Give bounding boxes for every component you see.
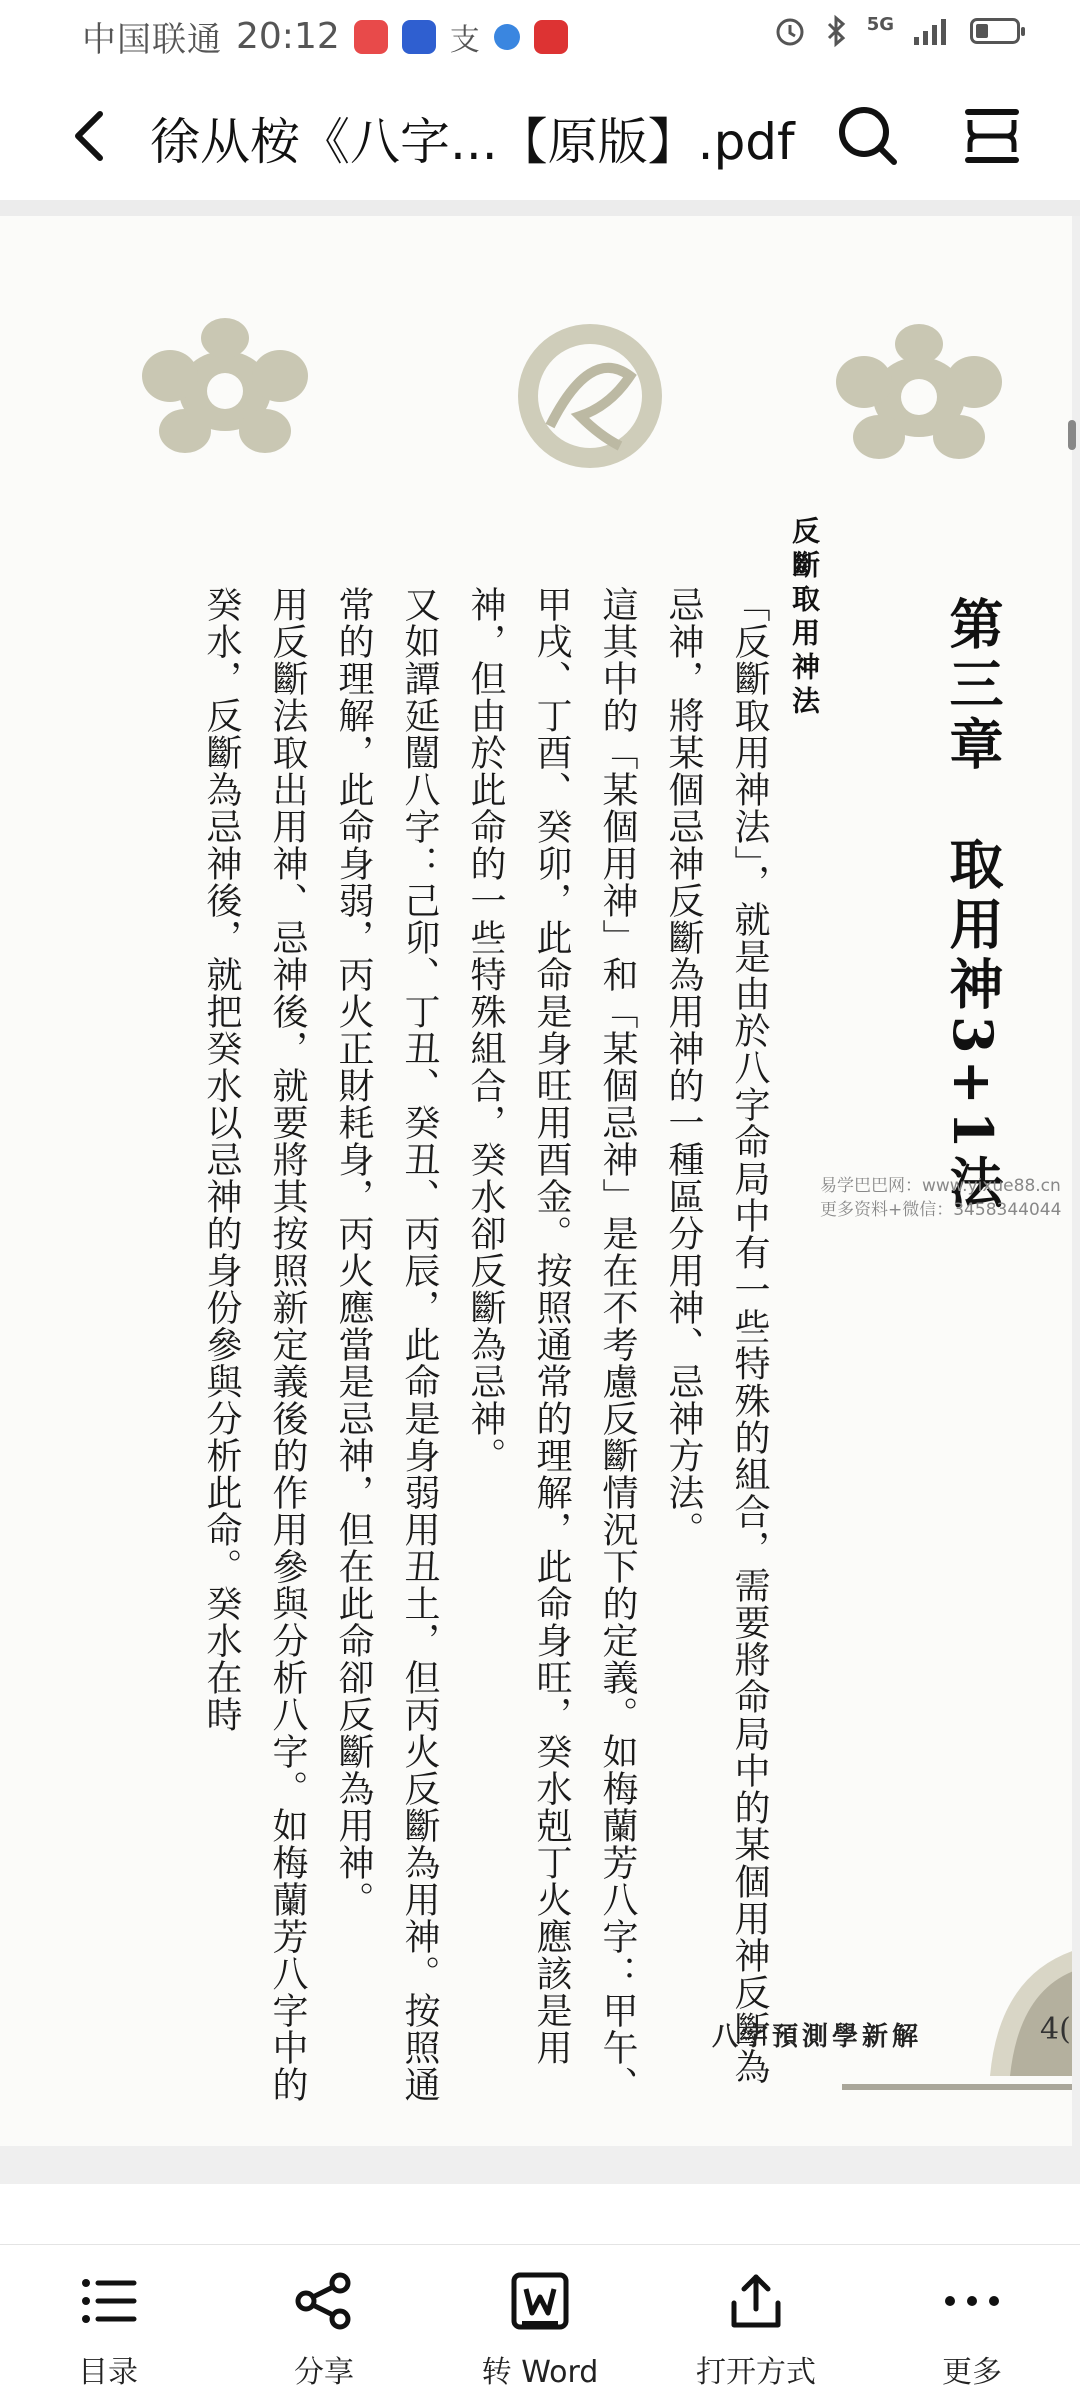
watermark-line: 易学巴巴网：www.yixue88.cn — [820, 1176, 1061, 1196]
more-label: 更多 — [942, 2355, 1002, 2390]
footer-book-title: 八字預測學新解 — [712, 2022, 923, 2052]
document-title: 徐从桉《八字...【原版】.pdf — [150, 113, 795, 171]
more-button[interactable] — [864, 2245, 1080, 2401]
footer-rule — [842, 2084, 1072, 2090]
more-dots-icon — [940, 2269, 1004, 2333]
bluetooth-icon — [825, 14, 849, 48]
scrollbar-thumb[interactable] — [1068, 420, 1076, 450]
paragraph: 「反斷取用神法」，就是由於八字命局中有一些特殊的組合，需要將命局中的某個用神反斷為忌神，將某個忌神反斷為用神的一種區分用神、忌神方法。 — [663, 586, 770, 2085]
convert-word-button[interactable] — [432, 2245, 648, 2401]
status-bar — [0, 0, 1080, 72]
toc-button[interactable] — [0, 2245, 216, 2401]
toc-label: 目录 — [78, 2355, 138, 2390]
list-icon — [76, 2269, 140, 2333]
title-bar — [0, 72, 1080, 202]
watermark-line: 更多资料+微信：3458344044 — [820, 1200, 1062, 1220]
chapter-heading: 第三章 取用神3+1法 — [941, 596, 1005, 1215]
shield-app-icon — [402, 20, 436, 54]
pdf-page[interactable] — [0, 216, 1072, 2146]
clock: 20:12 — [236, 16, 340, 57]
signal-icon — [912, 15, 952, 47]
paragraph: 這其中的「某個用神」和「某個忌神」是在不考慮反斷情況下的定義。如梅蘭芳八字：甲午、甲戌、丁酉、癸卯，此命是身旺用酉金。按照通常的理解，此命身旺，癸水剋丁火應該是用神，但由於此命的一些特殊組合，癸水卻反斷為忌神。 — [465, 586, 638, 2103]
alarm-icon — [773, 14, 807, 48]
cloud-ornament-right — [834, 322, 1004, 472]
dog-app-icon — [534, 20, 568, 54]
browser-icon — [494, 24, 520, 50]
open-with-icon — [724, 2269, 788, 2333]
word-icon — [508, 2269, 572, 2333]
alipay-icon: 支 — [449, 22, 480, 58]
section-heading: 反斷取用神法 — [788, 516, 821, 720]
open-with-label: 打开方式 — [696, 2355, 816, 2390]
cloud-ornament-left — [140, 316, 310, 466]
status-right — [773, 14, 1020, 48]
back-arrow-icon[interactable] — [62, 106, 122, 166]
convert-word-label: 转 Word — [481, 2355, 599, 2390]
app-notification-icon — [354, 20, 388, 54]
header-divider — [0, 200, 1080, 216]
footer-arc-ornament — [980, 1946, 1072, 2076]
open-with-button[interactable] — [648, 2245, 864, 2401]
share-label: 分享 — [294, 2355, 354, 2390]
paragraph: 又如譚延闓八字：己卯、丁丑、癸丑、丙辰，此命是身弱用丑土，但丙火反斷為用神。按照通常的理解，此命身弱，丙火正財耗身，丙火應當是忌神，但在此命卻反斷為用神。 — [333, 586, 440, 2103]
search-icon[interactable] — [836, 104, 900, 168]
body-text — [188, 586, 782, 2106]
page-view-icon[interactable] — [962, 106, 1022, 166]
network-type: 5G — [866, 13, 894, 35]
share-icon — [292, 2269, 356, 2333]
page-number: 4( — [1040, 2012, 1071, 2047]
paragraph: 用反斷法取出用神、忌神後，就要將其按照新定義後的作用參與分析八字。如梅蘭芳八字中的癸水，反斷為忌神後，就把癸水以忌神的身份參與分析此命。癸水在時 — [201, 586, 308, 2103]
next-page-preview — [0, 2184, 1080, 2244]
watermark — [820, 1174, 1061, 1222]
carrier-name: 中国联通 — [82, 20, 222, 60]
bottom-toolbar — [0, 2244, 1080, 2401]
share-button[interactable] — [216, 2245, 432, 2401]
battery-icon — [970, 18, 1020, 44]
status-left — [82, 12, 568, 61]
pdf-viewer[interactable] — [0, 216, 1080, 2244]
phoenix-ornament-center — [510, 316, 670, 476]
